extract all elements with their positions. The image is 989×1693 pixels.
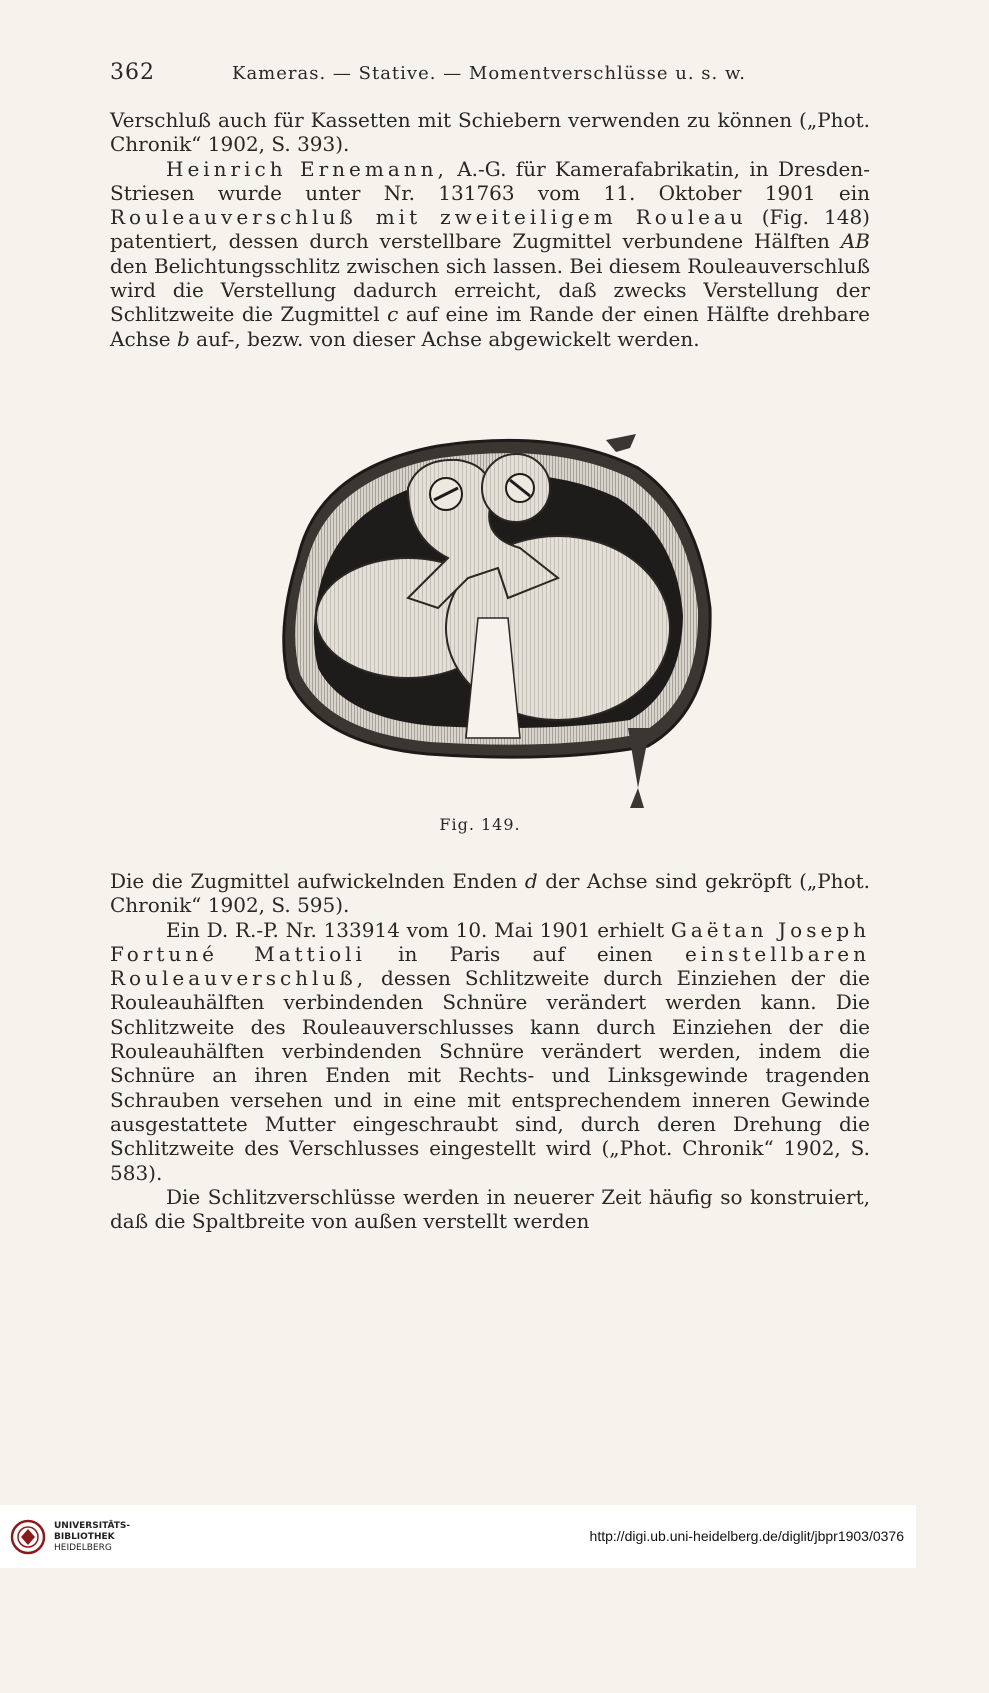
spaced-name: Heinrich Ernemann, [166,156,448,181]
spaced-name: Gaëtan Joseph Fortuné Mattioli [110,917,871,966]
text-run: (Fig. 148) patentiert, dessen durch verstellbare Zugmittel verbundene Hälften [110,205,870,254]
paragraph: Die Schlitzverschlüsse werden in neuerer Zeit häufig so konstruiert, daß die Spaltbreite von außen verstellt werden [110,1184,870,1234]
text-run: der Achse sind gekröpft („Phot. Chronik“ 1902, S. 595). [110,869,871,918]
paragraph [110,157,870,351]
spaced-term: einstellbaren Rouleauverschluß, [110,941,870,991]
source-url-link[interactable]: http://digi.ub.uni-heidelberg.de/diglit/jbpr1903/0376 [589,1528,904,1544]
spaced-term: Rouleauverschluß mit zweiteiligem Rouleau [110,205,747,230]
paragraph [110,869,870,918]
text-run: auf eine im Rande der einen Hälfte drehbare Achse [110,302,871,351]
italic-letters: AB [840,229,870,254]
running-title: Kameras. — Stative. — Momentverschlüsse u. s. w. [232,63,746,84]
institution-line: UNIVERSITÄTS- [54,1521,131,1531]
institution-line: HEIDELBERG [54,1543,112,1553]
university-seal-icon [10,1519,46,1555]
text-run: auf-, bezw. von dieser Achse abgewickelt werden. [189,326,700,351]
text-run: A.-G. für Kamerafabrikatin, in Dresden-Striesen wurde unter Nr. 131763 vom 11. Oktober 1901 ein [110,156,870,205]
paragraph [110,918,870,1185]
italic-letter: d [524,869,538,893]
figure-caption: Fig. 149. [439,815,521,834]
text-run: dessen Schlitzweite durch Einziehen der die Rouleauhälften verbindenden Schnüre verändert werden kann. Die Schlitzweite des Rouleauverschlusses kann durch Einziehen der die Rouleauhälften verbindenden Schnüre verändert werden, indem die Schnüre an ihren Enden mit Rechts- und Linksgewinde tragenden Schrauben versehen und in eine mit entsprechendem inneren Gewinde ausgestattete Mutter eingeschraubt sind, durch deren Drehung die Schlitzweite des Verschlusses eingestellt wird („Phot. Chronik“ 1902, S. 583). [110,966,870,1185]
shutter-illustration [258,428,718,808]
page-number: 362 [110,60,155,85]
text-run: Die die Zugmittel aufwickelnden Enden [110,869,525,893]
text-run: in Paris auf einen [365,941,685,966]
italic-letter: b [176,326,190,351]
library-footer [0,1505,916,1568]
institution-line: BIBLIOTHEK [54,1532,115,1542]
italic-letter: c [387,302,399,327]
text-block-top [110,108,870,351]
text-run: Ein D. R.-P. Nr. 133914 vom 10. Mai 1901 erhielt [166,917,671,942]
page-header [110,60,870,90]
paragraph: Verschluß auch für Kassetten mit Schiebern verwenden zu können („Phot. Chronik“ 1902, S. 393). [110,108,870,157]
institution-name [54,1521,130,1554]
text-block-bottom [110,869,870,1233]
text-run: den Belichtungsschlitz zwischen sich lassen. Bei diesem Rouleauverschluß wird die Verstellung dadurch erreicht, daß zwecks Verstellung der Schlitzweite die Zugmittel [110,253,870,327]
